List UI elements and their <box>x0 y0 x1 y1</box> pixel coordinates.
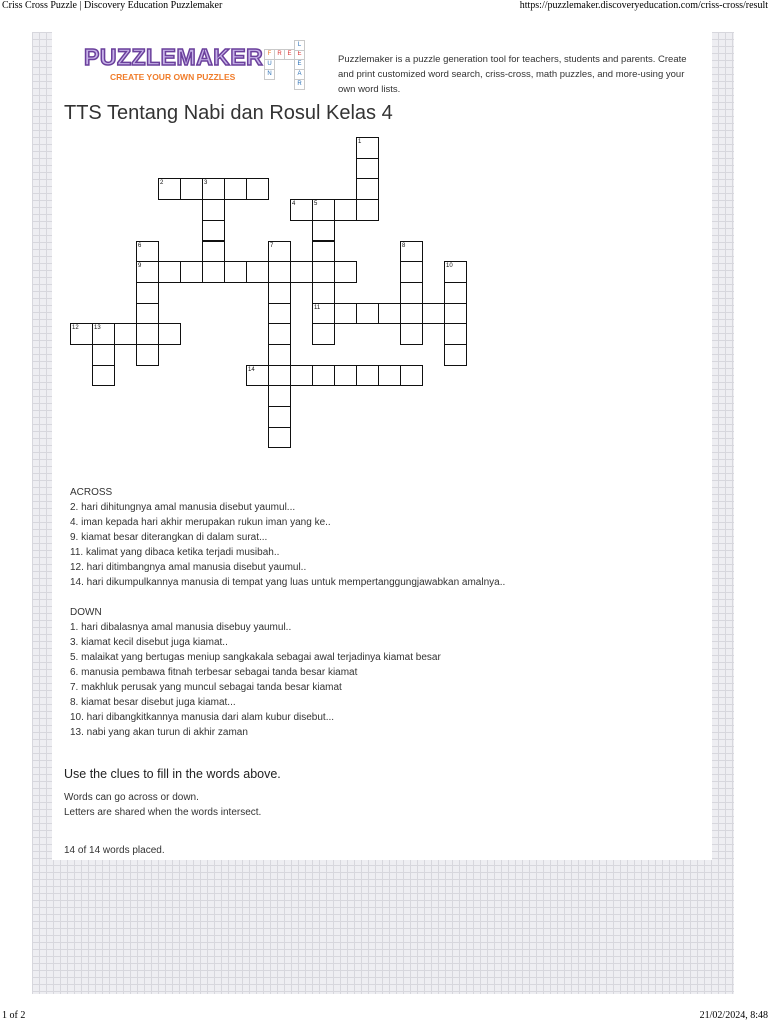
crossword-cell[interactable] <box>400 365 423 387</box>
clue-number: 6 <box>138 242 142 249</box>
crossword-cell[interactable] <box>158 261 181 283</box>
clue-number: 5 <box>314 201 318 208</box>
crossword-cell[interactable] <box>356 158 379 180</box>
crossword-cell[interactable] <box>224 261 247 283</box>
words-placed-status: 14 of 14 words placed. <box>64 845 165 856</box>
clue-list <box>70 485 505 740</box>
clue-number: 12 <box>72 325 79 332</box>
down-clue: 1. hari dibalasnya amal manusia disebuy yaumul.. <box>70 622 292 633</box>
clue-number: 10 <box>446 263 453 270</box>
print-timestamp: 21/02/2024, 8:48 <box>699 1010 768 1021</box>
down-clue: 10. hari dibangkitkannya manusia dari alam kubur disebut... <box>70 712 335 723</box>
crossword-cell[interactable] <box>334 303 357 325</box>
clue-number: 4 <box>292 201 296 208</box>
crossword-cell[interactable] <box>92 344 115 366</box>
crossword-cell[interactable] <box>378 303 401 325</box>
crossword-cell[interactable] <box>158 323 181 345</box>
crossword-cell[interactable] <box>246 261 269 283</box>
clue-number: 3 <box>204 180 208 187</box>
down-clue: 7. makhluk perusak yang muncul sebagai tanda besar kiamat <box>70 682 342 693</box>
logo-letter: A <box>294 69 305 80</box>
instruction-line: Words can go across or down. <box>64 792 199 803</box>
clue-number: 11 <box>314 304 321 311</box>
crossword-cell[interactable] <box>444 282 467 304</box>
down-clue: 6. manusia pembawa fitnah terbesar sebagai tanda besar kiamat <box>70 667 358 678</box>
print-footer <box>0 1010 768 1024</box>
down-clue: 8. kiamat besar disebut juga kiamat... <box>70 697 236 708</box>
crossword-cell[interactable] <box>444 303 467 325</box>
crossword-cell[interactable] <box>202 261 225 283</box>
crossword-cell[interactable] <box>290 365 313 387</box>
down-clue: 5. malaikat yang bertugas meniup sangkakala sebagai awal terjadinya kiamat besar <box>70 652 441 663</box>
crossword-cell[interactable] <box>312 323 335 345</box>
crossword-cell[interactable] <box>136 344 159 366</box>
logo-letter: L <box>294 40 305 51</box>
print-header-url: https://puzzlemaker.discoveryeducation.com/criss-cross/result <box>519 0 768 11</box>
across-clue: 14. hari dikumpulkannya manusia di tempat yang luas untuk mempertanggungjawabkan amalnya.. <box>70 577 506 588</box>
logo-tagline: CREATE YOUR OWN PUZZLES <box>110 72 236 82</box>
crossword-cell[interactable] <box>334 199 357 221</box>
across-clue: 9. kiamat besar diterangkan di dalam surat... <box>70 532 268 543</box>
clue-number: 1 <box>358 139 362 145</box>
crossword-cell[interactable] <box>224 178 247 200</box>
logo-letter: U <box>264 59 275 70</box>
crossword-cell[interactable] <box>400 282 423 304</box>
print-header-title: Criss Cross Puzzle | Discovery Education Puzzlemaker <box>2 0 223 11</box>
across-clue: 11. kalimat yang dibaca ketika terjadi musibah.. <box>70 547 280 558</box>
crossword-cell[interactable] <box>400 261 423 283</box>
across-heading: ACROSS <box>70 487 113 498</box>
crossword-cell[interactable] <box>312 261 335 283</box>
crossword-cell[interactable] <box>180 261 203 283</box>
crossword-cell[interactable] <box>290 261 313 283</box>
crossword-cell[interactable] <box>136 303 159 325</box>
crossword-cell[interactable] <box>246 178 269 200</box>
crossword-cell[interactable] <box>202 199 225 221</box>
crossword-cell[interactable] <box>268 406 291 428</box>
crossword-cell[interactable] <box>268 385 291 407</box>
down-heading: DOWN <box>70 607 102 618</box>
logo-letter: E <box>294 49 305 60</box>
crossword-cell[interactable] <box>312 241 335 263</box>
crossword-cell[interactable] <box>268 303 291 325</box>
crossword-cell[interactable] <box>312 220 335 242</box>
crossword-cell[interactable] <box>268 344 291 366</box>
across-clue: 12. hari ditimbangnya amal manusia disebut yaumul.. <box>70 562 307 573</box>
logo-letter: N <box>264 69 275 80</box>
crossword-cell[interactable] <box>334 365 357 387</box>
crossword-cell[interactable] <box>312 365 335 387</box>
crossword-cell[interactable] <box>444 344 467 366</box>
crossword-cell[interactable] <box>356 365 379 387</box>
instruction-line: Letters are shared when the words intersect. <box>64 807 262 818</box>
crossword-cell[interactable] <box>202 241 225 263</box>
across-clue: 2. hari dihitungnya amal manusia disebut yaumul... <box>70 502 296 513</box>
crossword-cell[interactable] <box>444 323 467 345</box>
crossword-cell[interactable] <box>356 199 379 221</box>
down-clue: 13. nabi yang akan turun di akhir zaman <box>70 727 248 738</box>
crossword-cell[interactable] <box>136 323 159 345</box>
crossword-cell[interactable] <box>378 365 401 387</box>
crossword-cell[interactable] <box>356 178 379 200</box>
crossword-cell[interactable] <box>180 178 203 200</box>
clue-number: 7 <box>270 242 274 249</box>
logo-letter: F <box>264 49 275 60</box>
crossword-cell[interactable] <box>268 323 291 345</box>
crossword-cell[interactable] <box>400 303 423 325</box>
crossword-cell[interactable] <box>422 303 445 325</box>
clue-number: 13 <box>94 325 101 332</box>
logo-wordmark: PUZZLEMAKER <box>84 44 264 70</box>
clue-number: 14 <box>248 366 255 373</box>
down-clue: 3. kiamat kecil disebut juga kiamat.. <box>70 637 228 648</box>
crossword-cell[interactable] <box>92 365 115 387</box>
crossword-cell[interactable] <box>334 261 357 283</box>
clue-number: 9 <box>138 263 142 270</box>
crossword-cell[interactable] <box>268 282 291 304</box>
crossword-cell[interactable] <box>268 261 291 283</box>
logo-letter: R <box>274 49 285 60</box>
crossword-cell[interactable] <box>312 282 335 304</box>
across-clue: 4. iman kepada hari akhir merupakan rukun iman yang ke.. <box>70 517 331 528</box>
crossword-cell[interactable] <box>202 220 225 242</box>
logo-letter: E <box>284 49 295 60</box>
crossword-cell[interactable] <box>268 427 291 449</box>
puzzlemaker-description: Puzzlemaker is a puzzle generation tool for teachers, students and parents. Create and print customized word search, criss-cross, math puzzles, and more-using your own word lists. <box>338 54 687 95</box>
crossword-cell[interactable] <box>268 365 291 387</box>
instructions-title: Use the clues to fill in the words above. <box>64 767 281 781</box>
clue-number: 2 <box>160 180 164 187</box>
page-title: TTS Tentang Nabi dan Rosul Kelas 4 <box>64 102 393 124</box>
logo-letter: R <box>294 79 305 90</box>
crossword-cell[interactable] <box>400 323 423 345</box>
crossword-cell[interactable] <box>136 282 159 304</box>
clue-number: 8 <box>402 242 406 249</box>
logo-letter: E <box>294 59 305 70</box>
crossword-cell[interactable] <box>356 303 379 325</box>
page-counter: 1 of 2 <box>2 1010 26 1021</box>
crossword-cell[interactable] <box>114 323 137 345</box>
crossword-grid <box>0 0 768 460</box>
instructions <box>64 790 261 820</box>
